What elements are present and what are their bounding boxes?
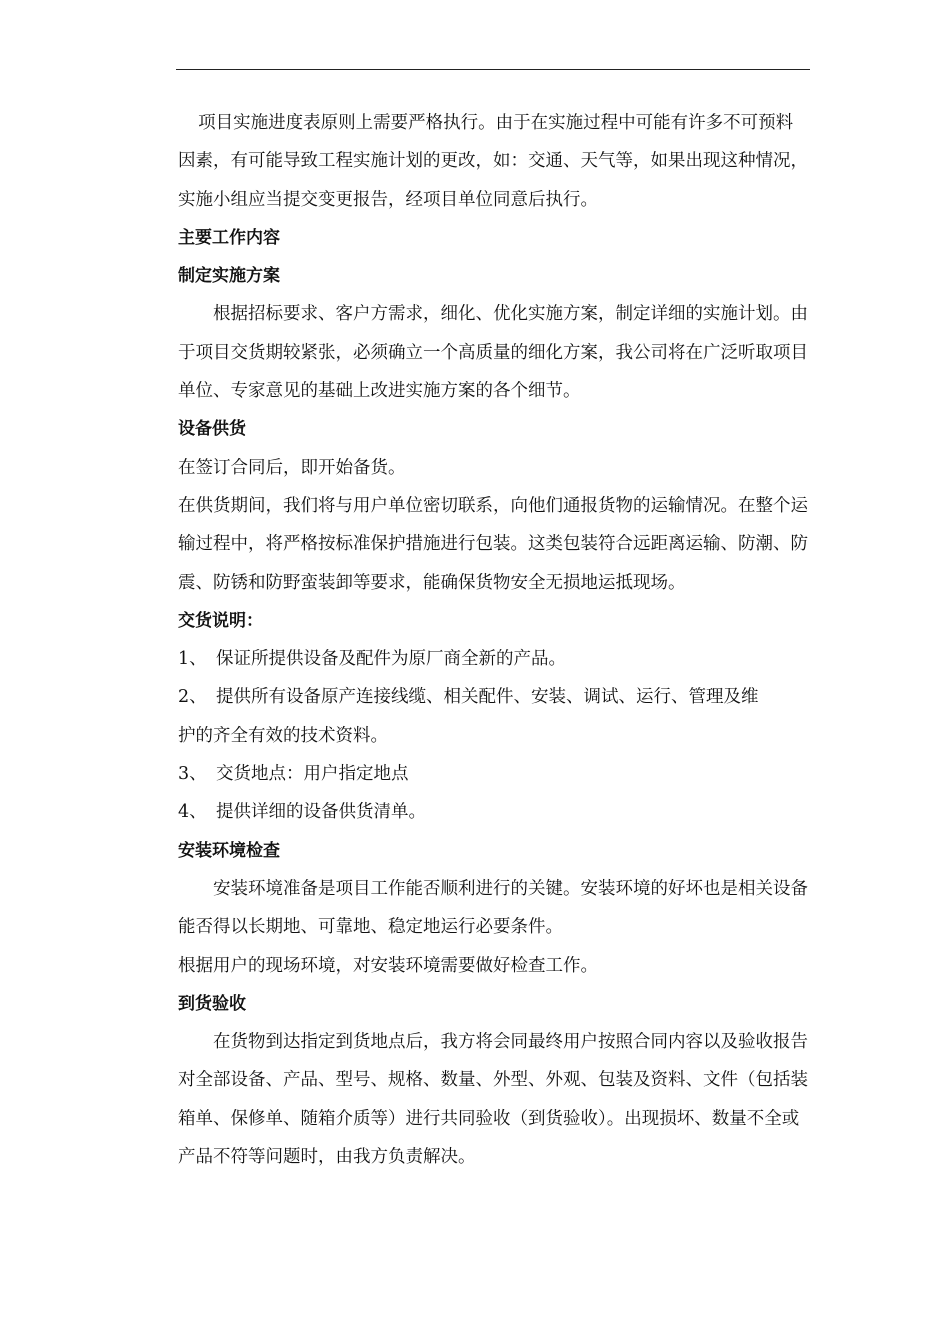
heading-plan: 制定实施方案 bbox=[178, 266, 280, 287]
intro-paragraph: 项目实施进度表原则上需要严格执行。由于在实施过程中可能有许多不可预料因素，有可能导致工程实施计划的更改，如：交通、天气等，如果出现这种情况，实施小组应当提交变更报告，经项目单位同意后执行。 bbox=[178, 113, 808, 210]
delivery-item-1 bbox=[178, 640, 810, 678]
delivery-list bbox=[178, 640, 810, 831]
delivery-item-text: 交货地点：用户指定地点 bbox=[216, 764, 409, 785]
supply-paragraph-2: 在供货期间，我们将与用户单位密切联系，向他们通报货物的运输情况。在整个运输过程中，将严格按标准保护措施进行包装。这类包装符合远距离运输、防潮、防震、防锈和防野蛮装卸等要求，能确保货物安全无损地运抵现场。 bbox=[178, 495, 808, 593]
delivery-item-4 bbox=[178, 793, 810, 831]
acceptance-paragraph: 在货物到达指定到货地点后，我方将会同最终用户按照合同内容以及验收报告对全部设备、产品、型号、规格、数量、外型、外观、包装及资料、文件（包括装箱单、保修单、随箱介质等）进行共同验收（到货验收）。出现损坏、数量不全或产品不符等问题时，由我方负责解决。 bbox=[178, 1032, 808, 1168]
delivery-item-text: 提供所有设备原产连接线缆、相关配件、安装、调试、运行、管理及维 bbox=[216, 687, 759, 708]
delivery-item-3 bbox=[178, 755, 810, 793]
delivery-item-2 bbox=[178, 678, 810, 716]
delivery-item-number: 1、 bbox=[178, 649, 207, 670]
delivery-item-number: 4、 bbox=[178, 802, 207, 823]
env-paragraph-1: 安装环境准备是项目工作能否顺利进行的关键。安装环境的好坏也是相关设备能否得以长期地、可靠地、稳定地运行必要条件。 bbox=[178, 878, 808, 938]
plan-paragraph: 根据招标要求、客户方需求，细化、优化实施方案，制定详细的实施计划。由于项目交货期较紧张，必须确立一个高质量的细化方案，我公司将在广泛听取项目单位、专家意见的基础上改进实施方案的各个细节。 bbox=[178, 304, 808, 402]
heading-delivery: 交货说明： bbox=[178, 610, 263, 631]
delivery-item-number: 3、 bbox=[178, 764, 207, 785]
document-body bbox=[178, 104, 810, 1176]
heading-env: 安装环境检查 bbox=[178, 840, 280, 861]
heading-main-work: 主要工作内容 bbox=[178, 227, 280, 248]
delivery-item-text: 提供详细的设备供货清单。 bbox=[216, 802, 426, 823]
header-rule bbox=[176, 69, 810, 70]
heading-acceptance: 到货验收 bbox=[178, 993, 246, 1014]
delivery-item-number: 2、 bbox=[178, 687, 207, 708]
env-paragraph-2: 根据用户的现场环境，对安装环境需要做好检查工作。 bbox=[178, 955, 598, 976]
heading-supply: 设备供货 bbox=[178, 419, 246, 440]
delivery-item-text: 保证所提供设备及配件为原厂商全新的产品。 bbox=[216, 649, 566, 670]
delivery-item-2-continuation: 护的齐全有效的技术资料。 bbox=[178, 725, 388, 746]
supply-paragraph-1: 在签订合同后，即开始备货。 bbox=[178, 457, 406, 478]
